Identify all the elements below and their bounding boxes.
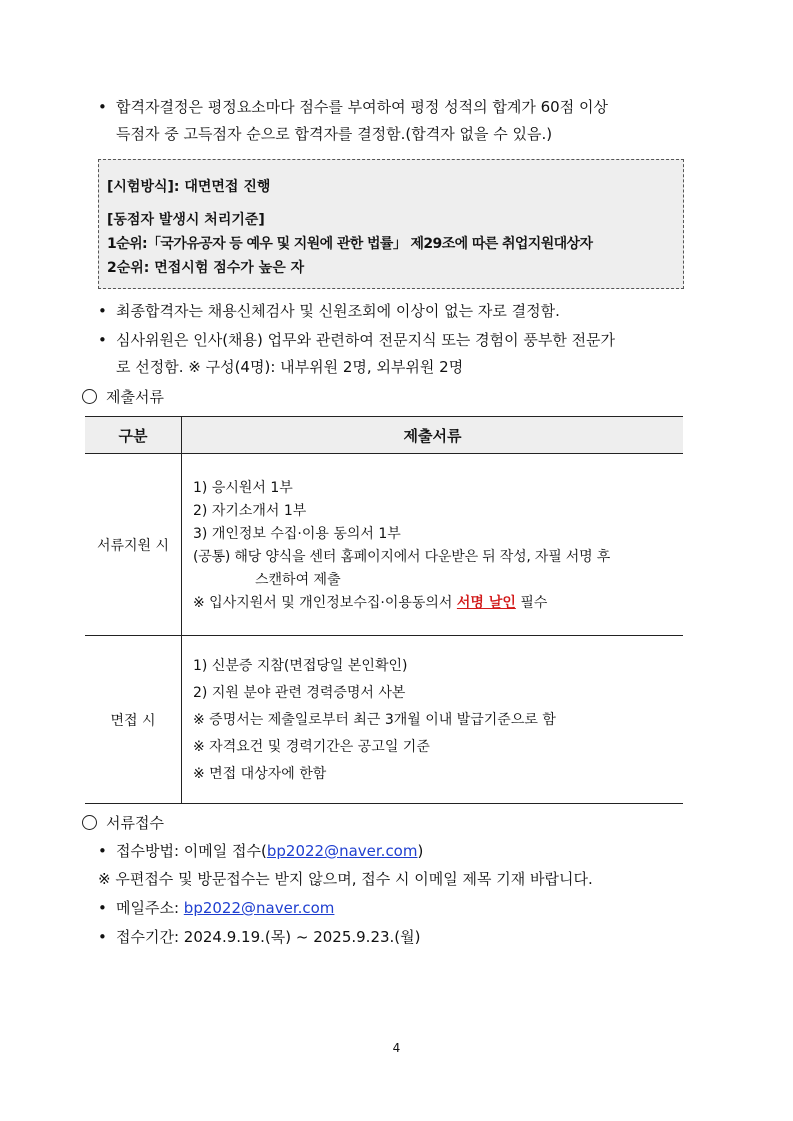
list-item: 2) 지원 분야 관련 경력증명서 사본 (193, 685, 406, 701)
bullet-dot: • (98, 928, 107, 946)
list-item: 스캔하여 제출 (255, 571, 341, 588)
list-item: ※ 면접 대상자에 한함 (193, 766, 327, 782)
note-text: 필수 (515, 594, 548, 611)
bullet-judges (98, 327, 698, 381)
receipt-notice: ※ 우편접수 및 방문접수는 받지 않으며, 접수 시 이메일 제목 기재 바랍니다. (98, 870, 593, 888)
method-label: 접수방법: 이메일 접수( (116, 842, 267, 860)
section-heading-receipt (82, 812, 164, 833)
address-label: 메일주소: (116, 899, 184, 917)
bullet-dot: • (98, 302, 107, 320)
bullet-receipt-period (98, 924, 698, 951)
row-category: 면접 시 (85, 636, 182, 804)
list-item: ※ 자격요건 및 경력기간은 공고일 기준 (193, 739, 430, 755)
bullet-text (116, 895, 698, 922)
tie-rule-rank2: 2순위: 면접시험 점수가 높은 자 (107, 260, 305, 276)
signature-note (193, 592, 682, 615)
tie-rule-rank1: 1순위:「국가유공자 등 예우 및 지원에 관한 법률」 제29조에 따른 취업지원대상자 (107, 236, 593, 252)
note-text: ※ 입사지원서 및 개인정보수집·이용동의서 (193, 594, 457, 611)
bullet-text-line1: 심사위원은 인사(채용) 업무와 관련하여 전문지식 또는 경험이 풍부한 전문가 (116, 331, 616, 349)
bullet-receipt-method (98, 838, 698, 865)
tie-rule-title: [동점자 발생시 처리기준] (107, 212, 265, 228)
email-link[interactable]: bp2022@naver.com (266, 842, 418, 860)
row-items (182, 454, 684, 636)
section-title: 서류접수 (106, 814, 164, 832)
circle-icon (82, 815, 97, 830)
bullet-pass-decision (98, 94, 698, 148)
bullet-text: 최종합격자는 채용신체검사 및 신원조회에 이상이 없는 자로 결정함. (116, 302, 560, 320)
list-item: 3) 개인정보 수집·이용 동의서 1부 (193, 525, 401, 542)
list-item: 2) 자기소개서 1부 (193, 502, 307, 519)
bullet-text-line2: 득점자 중 고득점자 순으로 합격자를 결정함.(합격자 없을 수 있음.) (116, 125, 553, 143)
section-heading-documents (82, 386, 164, 407)
page-number: 4 (392, 1041, 401, 1055)
bullet-dot: • (98, 331, 107, 349)
list-item: 1) 응시원서 1부 (193, 479, 293, 496)
row-items (182, 636, 684, 804)
bullet-dot: • (98, 842, 107, 860)
header-category: 구분 (85, 417, 182, 454)
table-row (85, 636, 683, 804)
bullet-dot: • (98, 98, 107, 116)
row-category: 서류지원 시 (85, 454, 182, 636)
documents-table (85, 416, 683, 804)
bullet-text (116, 838, 698, 865)
section-title: 제출서류 (106, 388, 164, 406)
bullet-email-address (98, 895, 698, 922)
header-documents: 제출서류 (182, 417, 684, 454)
table-row (85, 454, 683, 636)
table-header-row (85, 417, 683, 454)
list-item: (공통) 해당 양식을 센터 홈페이지에서 다운받은 뒤 작성, 자필 서명 후 (193, 548, 611, 565)
list-item: ※ 증명서는 제출일로부터 최근 3개월 이내 발급기준으로 함 (193, 712, 556, 728)
email-link[interactable]: bp2022@naver.com (183, 899, 335, 917)
bullet-final-pass (98, 298, 698, 325)
bullet-dot: • (98, 899, 107, 917)
exam-method: [시험방식]: 대면면접 진행 (107, 179, 271, 195)
exam-info-box (98, 159, 684, 289)
method-close: ) (417, 842, 424, 860)
note-highlight: 서명 날인 (456, 594, 516, 611)
bullet-text-line2: 로 선정함. ※ 구성(4명): 내부위원 2명, 외부위원 2명 (116, 358, 464, 376)
bullet-text: 접수기간: 2024.9.19.(목) ~ 2025.9.23.(월) (116, 928, 421, 946)
circle-icon (82, 389, 97, 404)
bullet-text-line1: 합격자결정은 평정요소마다 점수를 부여하여 평정 성적의 합계가 60점 이상 (116, 98, 608, 116)
list-item: 1) 신분증 지참(면접당일 본인확인) (193, 658, 408, 674)
